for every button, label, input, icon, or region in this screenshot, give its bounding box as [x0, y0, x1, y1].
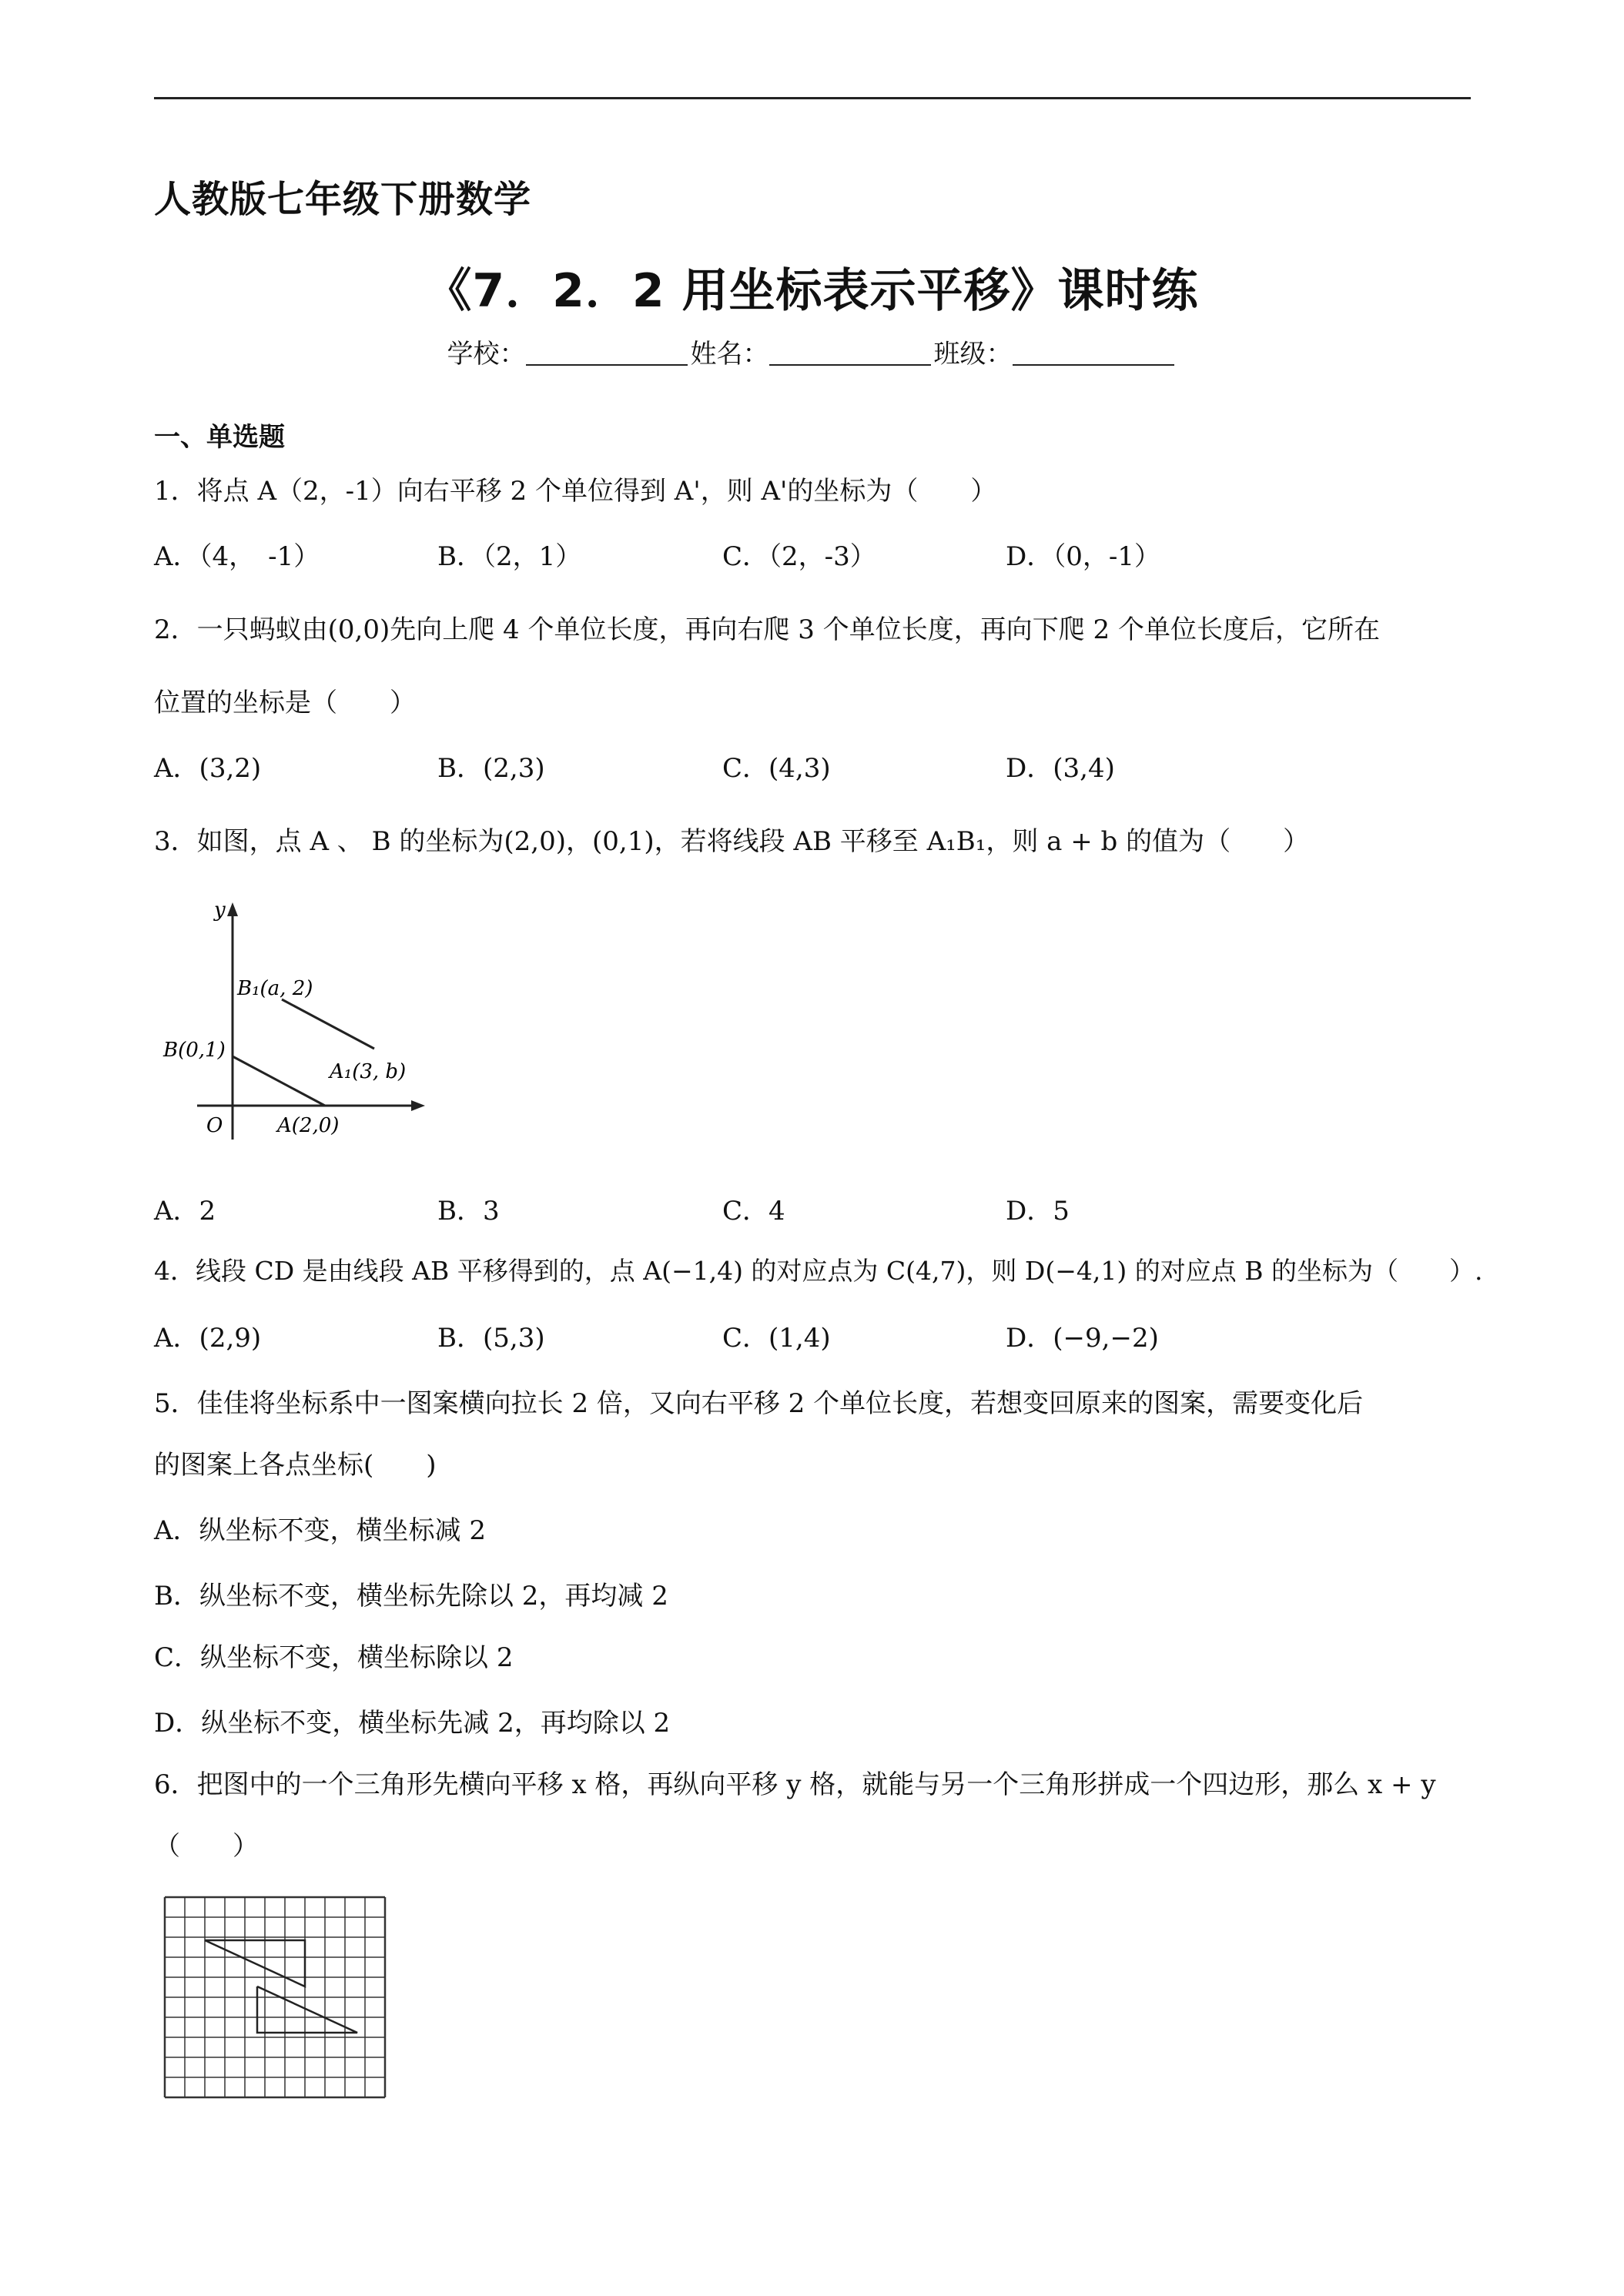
question-5-stem-line1: 5．佳佳将坐标系中一图案横向拉长 2 倍，又向右平移 2 个单位长度，若想变回原来的图案，需要变化后	[154, 1388, 1364, 1419]
triangle-upper	[205, 1940, 305, 1986]
section-title: 一、单选题	[154, 422, 285, 453]
question-2-stem-line2: 位置的坐标是（ ）	[154, 688, 416, 718]
question-6-grid-figure	[162, 1894, 408, 2117]
question-2-option-a[interactable]: A．(3,2)	[154, 753, 262, 784]
question-3-option-d[interactable]: D．5	[1006, 1196, 1070, 1227]
figure-origin-label: O	[206, 1114, 223, 1137]
triangle-lower	[257, 1986, 357, 2033]
name-label: 姓名：	[690, 339, 769, 370]
question-6-stem-line1: 6．把图中的一个三角形先横向平移 x 格，再纵向平移 y 格，就能与另一个三角形拼成一个四边形，那么 x + y	[154, 1769, 1436, 1800]
school-label: 学校：	[447, 339, 526, 370]
name-blank[interactable]	[769, 341, 931, 366]
question-2-stem-line1: 2．一只蚂蚁由(0,0)先向上爬 4 个单位长度，再向右爬 3 个单位长度，再向下爬 2 个单位长度后，它所在	[154, 614, 1380, 645]
class-label: 班级：	[933, 339, 1013, 370]
header-rule	[154, 97, 1471, 99]
question-4-stem: 4．线段 CD 是由线段 AB 平移得到的，点 A(−1,4) 的对应点为 C(4,7)，则 D(−4,1) 的对应点 B 的坐标为（ ）.	[154, 1256, 1483, 1286]
question-1-stem: 1．将点 A（2，-1）向右平移 2 个单位得到 A'，则 A'的坐标为（ ）	[154, 476, 997, 507]
question-5-option-a[interactable]: A．纵坐标不变，横坐标减 2	[154, 1515, 486, 1546]
question-4-option-a[interactable]: A．(2,9)	[154, 1323, 262, 1354]
question-1-option-b[interactable]: B．（2，1）	[437, 541, 582, 572]
question-3-figure	[154, 893, 431, 1155]
question-5-option-d[interactable]: D．纵坐标不变，横坐标先减 2，再均除以 2	[154, 1708, 671, 1739]
question-5-option-c[interactable]: C．纵坐标不变，横坐标除以 2	[154, 1642, 514, 1673]
question-2-option-c[interactable]: C．(4,3)	[722, 753, 831, 784]
question-3-stem: 3．如图，点 A 、 B 的坐标为(2,0)，(0,1)，若将线段 AB 平移至 A₁B₁，则 a + b 的值为（ ）	[154, 826, 1310, 857]
grid-lines	[165, 1897, 385, 2097]
question-3-option-c[interactable]: C．4	[722, 1196, 785, 1227]
question-5-stem-line2: 的图案上各点坐标( )	[154, 1450, 437, 1481]
student-info-line	[0, 333, 1624, 370]
subject-title: 人教版七年级下册数学	[154, 178, 532, 221]
school-blank[interactable]	[526, 341, 688, 366]
figure-a-label: A(2,0)	[277, 1114, 340, 1137]
figure-b-label: B(0,1)	[163, 1039, 226, 1062]
page-title: 《7．2．2 用坐标表示平移》课时练	[425, 264, 1199, 318]
question-6-stem-line2: （ ）	[154, 1831, 259, 1862]
question-1-option-a[interactable]: A．（4， -1）	[154, 541, 320, 572]
question-1-option-c[interactable]: C．（2，-3）	[722, 541, 876, 572]
class-blank[interactable]	[1013, 341, 1174, 366]
question-1-option-d[interactable]: D．（0，-1）	[1006, 541, 1161, 572]
question-4-option-b[interactable]: B．(5,3)	[437, 1323, 545, 1354]
question-2-option-b[interactable]: B．(2,3)	[437, 753, 545, 784]
question-5-option-b[interactable]: B．纵坐标不变，横坐标先除以 2，再均减 2	[154, 1581, 668, 1612]
question-4-option-d[interactable]: D．(−9,−2)	[1006, 1323, 1159, 1354]
figure-b1-label: B₁(a, 2)	[237, 977, 313, 1000]
figure-y-label: y	[214, 899, 226, 922]
question-4-option-c[interactable]: C．(1,4)	[722, 1323, 831, 1354]
question-3-option-a[interactable]: A．2	[154, 1196, 216, 1227]
figure-a1-label: A₁(3, b)	[330, 1060, 407, 1083]
question-3-option-b[interactable]: B．3	[437, 1196, 500, 1227]
question-2-option-d[interactable]: D．(3,4)	[1006, 753, 1115, 784]
